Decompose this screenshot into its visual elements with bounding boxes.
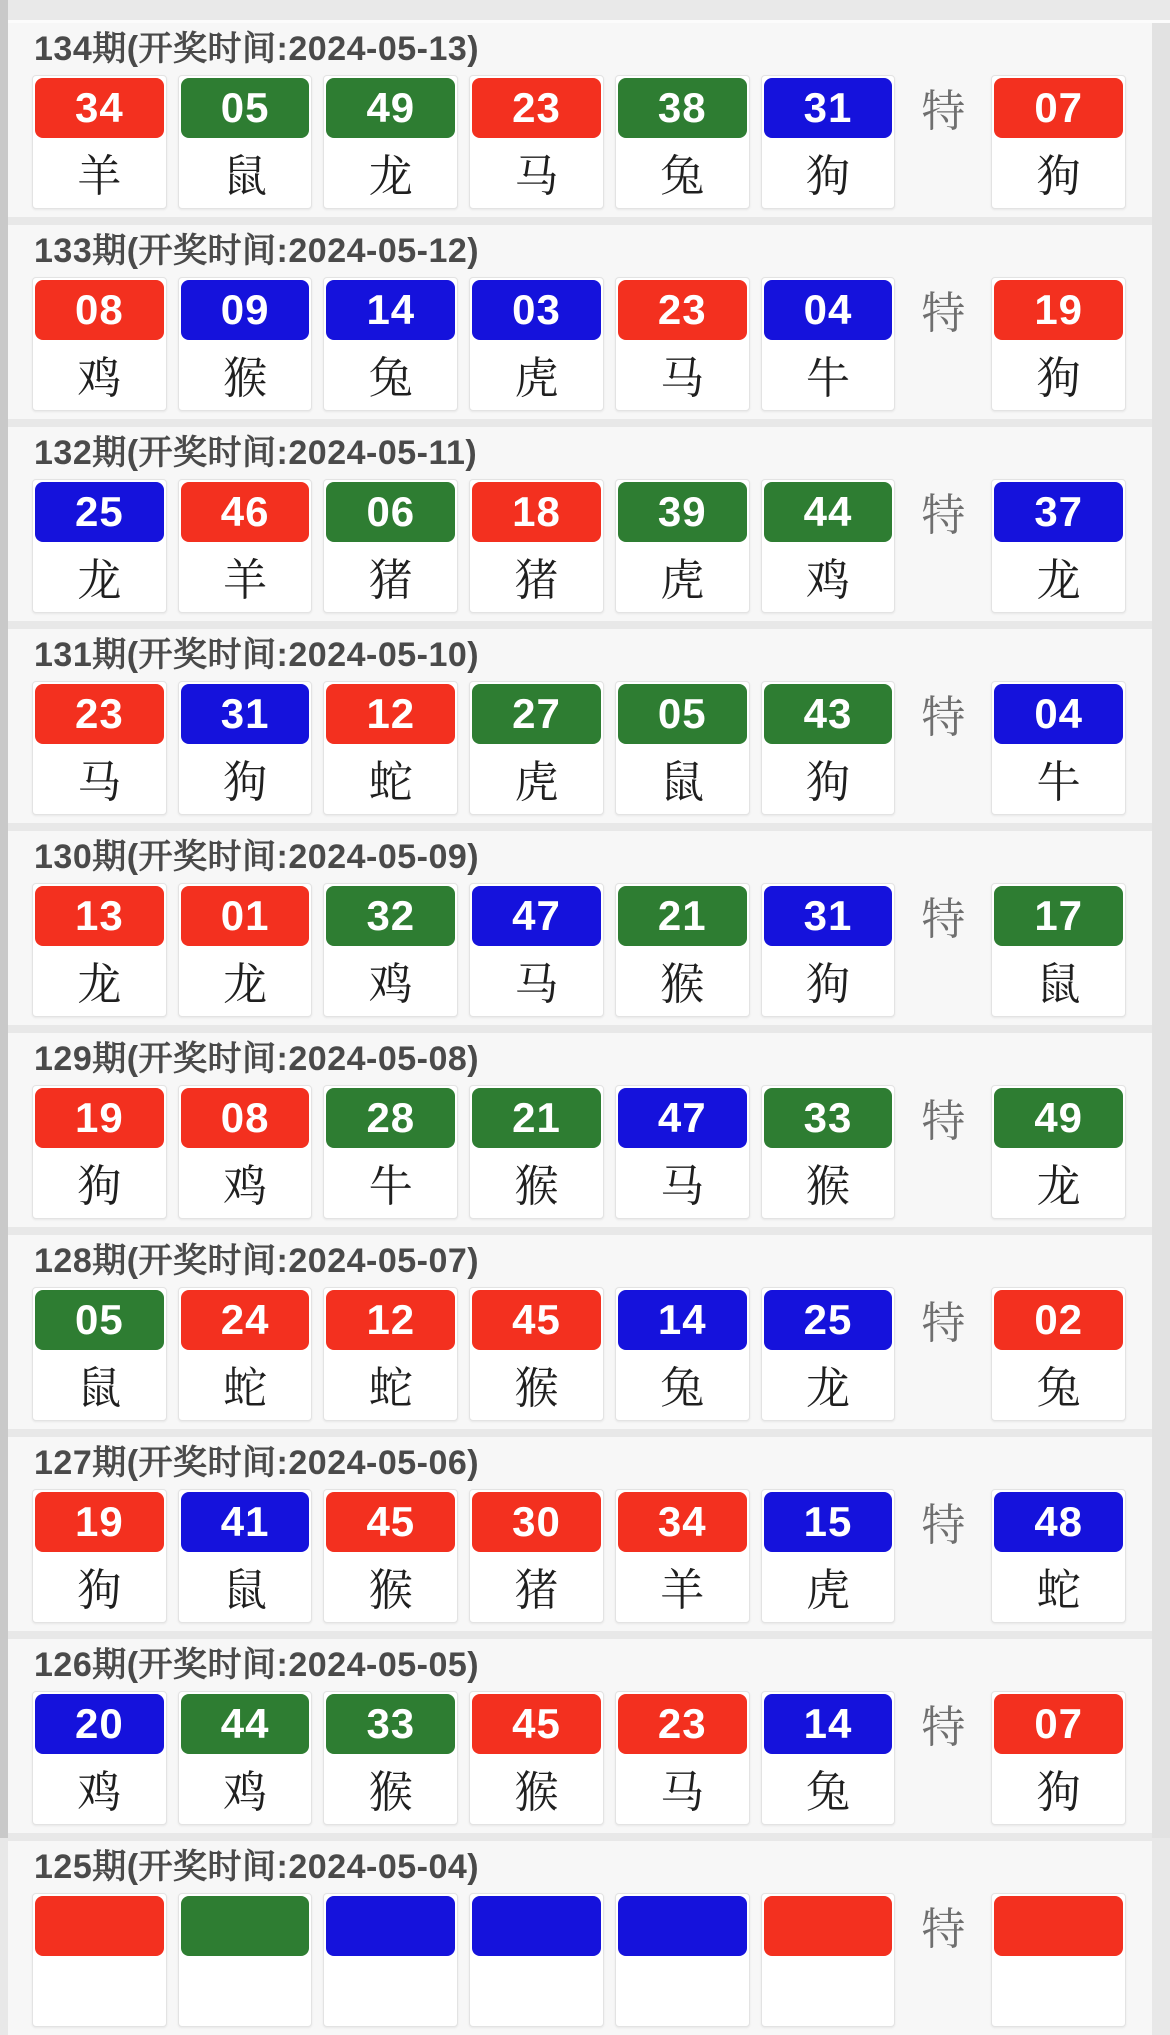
special-number-tile xyxy=(991,1893,1126,2027)
zodiac-label: 猪 xyxy=(514,1566,559,1615)
special-label: 特 xyxy=(921,1299,966,1348)
zodiac-label: 猪 xyxy=(368,556,413,605)
number-tile xyxy=(761,277,896,411)
ball-number: 31 xyxy=(764,886,893,946)
ball-number: 31 xyxy=(764,78,893,138)
ball-number: 30 xyxy=(472,1492,601,1552)
ball-number: 21 xyxy=(618,886,747,946)
number-tile xyxy=(323,1691,458,1825)
zodiac-label: 虎 xyxy=(514,354,559,403)
ball-number xyxy=(994,1896,1123,1956)
zodiac-label: 马 xyxy=(660,1768,705,1817)
ball-number xyxy=(618,1896,747,1956)
number-tile xyxy=(32,883,167,1017)
special-label: 特 xyxy=(921,491,966,540)
zodiac-label: 龙 xyxy=(77,960,122,1009)
zodiac-label: 马 xyxy=(514,960,559,1009)
number-tile xyxy=(615,1489,750,1623)
zodiac-label: 兔 xyxy=(660,152,705,201)
number-tile xyxy=(178,1691,313,1825)
number-tile xyxy=(178,75,313,209)
number-tile xyxy=(178,883,313,1017)
ball-number: 15 xyxy=(764,1492,893,1552)
special-label: 特 xyxy=(921,693,966,742)
ball-number: 23 xyxy=(35,684,164,744)
ball-number: 19 xyxy=(35,1088,164,1148)
zodiac-label: 羊 xyxy=(223,556,268,605)
ball-number xyxy=(472,1896,601,1956)
ball-number: 44 xyxy=(181,1694,310,1754)
number-tile xyxy=(32,1085,167,1219)
zodiac-label: 猪 xyxy=(514,556,559,605)
zodiac-label: 牛 xyxy=(805,354,850,403)
number-tile xyxy=(761,883,896,1017)
ball-number: 45 xyxy=(326,1492,455,1552)
draw-section xyxy=(8,831,1152,1025)
zodiac-label xyxy=(35,1956,164,2024)
ball-number: 38 xyxy=(618,78,747,138)
ball-number: 32 xyxy=(326,886,455,946)
ball-number: 23 xyxy=(618,280,747,340)
number-tile xyxy=(178,1287,313,1421)
number-tile xyxy=(178,1489,313,1623)
special-number-tile xyxy=(991,883,1126,1017)
number-tile xyxy=(32,1691,167,1825)
draw-section xyxy=(8,1235,1152,1429)
number-tile xyxy=(469,479,604,613)
ball-number: 04 xyxy=(994,684,1123,744)
zodiac-label: 龙 xyxy=(805,1364,850,1413)
zodiac-label: 鼠 xyxy=(223,1566,268,1615)
ball-number: 17 xyxy=(994,886,1123,946)
number-tile xyxy=(32,1893,167,2027)
number-tile xyxy=(178,1893,313,2027)
draw-title: 133期(开奖时间:2024-05-12) xyxy=(34,232,480,270)
ball-number: 48 xyxy=(994,1492,1123,1552)
zodiac-label xyxy=(764,1956,893,2024)
draw-title: 128期(开奖时间:2024-05-07) xyxy=(34,1242,480,1280)
zodiac-label: 狗 xyxy=(1036,152,1081,201)
ball-number: 02 xyxy=(994,1290,1123,1350)
number-tile xyxy=(32,479,167,613)
number-tile xyxy=(761,479,896,613)
tile-row xyxy=(8,1691,1152,1833)
ball-number: 23 xyxy=(472,78,601,138)
ball-number: 05 xyxy=(618,684,747,744)
ball-number: 47 xyxy=(472,886,601,946)
special-number-tile xyxy=(991,1691,1126,1825)
ball-number: 44 xyxy=(764,482,893,542)
draw-section xyxy=(8,427,1152,621)
ball-number: 41 xyxy=(181,1492,310,1552)
ball-number: 34 xyxy=(35,78,164,138)
ball-number: 39 xyxy=(618,482,747,542)
ball-number: 21 xyxy=(472,1088,601,1148)
ball-number: 18 xyxy=(472,482,601,542)
zodiac-label: 羊 xyxy=(77,152,122,201)
ball-number: 31 xyxy=(181,684,310,744)
number-tile xyxy=(761,1287,896,1421)
number-tile xyxy=(323,75,458,209)
zodiac-label: 猴 xyxy=(368,1768,413,1817)
ball-number: 05 xyxy=(35,1290,164,1350)
number-tile xyxy=(761,75,896,209)
number-tile xyxy=(178,681,313,815)
draw-title: 130期(开奖时间:2024-05-09) xyxy=(34,838,480,876)
ball-number: 45 xyxy=(472,1290,601,1350)
number-tile xyxy=(323,1287,458,1421)
ball-number: 05 xyxy=(181,78,310,138)
special-number-tile xyxy=(991,681,1126,815)
zodiac-label: 鼠 xyxy=(223,152,268,201)
zodiac-label: 猴 xyxy=(368,1566,413,1615)
number-tile xyxy=(178,277,313,411)
number-tile xyxy=(469,1691,604,1825)
number-tile xyxy=(323,883,458,1017)
number-tile xyxy=(469,1489,604,1623)
draw-title: 127期(开奖时间:2024-05-06) xyxy=(34,1444,480,1482)
number-tile xyxy=(469,277,604,411)
number-tile xyxy=(469,883,604,1017)
ball-number xyxy=(764,1896,893,1956)
number-tile xyxy=(323,277,458,411)
zodiac-label: 鸡 xyxy=(223,1768,268,1817)
ball-number: 14 xyxy=(618,1290,747,1350)
number-tile xyxy=(761,1691,896,1825)
special-number-tile xyxy=(991,1489,1126,1623)
number-tile xyxy=(178,1085,313,1219)
tile-row xyxy=(8,681,1152,823)
tile-row xyxy=(8,1287,1152,1429)
zodiac-label xyxy=(181,1956,310,2024)
draw-results-list xyxy=(8,23,1152,2035)
draw-section xyxy=(8,23,1152,217)
number-tile xyxy=(469,1287,604,1421)
ball-number: 25 xyxy=(764,1290,893,1350)
zodiac-label: 狗 xyxy=(805,152,850,201)
zodiac-label: 兔 xyxy=(368,354,413,403)
zodiac-label: 猴 xyxy=(660,960,705,1009)
special-number-tile xyxy=(991,479,1126,613)
zodiac-label: 猴 xyxy=(223,354,268,403)
zodiac-label: 猴 xyxy=(514,1768,559,1817)
number-tile xyxy=(469,75,604,209)
ball-number: 47 xyxy=(618,1088,747,1148)
number-tile xyxy=(32,75,167,209)
ball-number xyxy=(35,1896,164,1956)
special-number-tile xyxy=(991,277,1126,411)
special-number-tile xyxy=(991,75,1126,209)
special-label: 特 xyxy=(921,895,966,944)
number-tile xyxy=(615,883,750,1017)
number-tile xyxy=(615,1287,750,1421)
zodiac-label: 马 xyxy=(660,354,705,403)
special-label: 特 xyxy=(921,1905,966,1954)
tile-row xyxy=(8,1085,1152,1227)
draw-section xyxy=(8,225,1152,419)
number-tile xyxy=(615,75,750,209)
special-label: 特 xyxy=(921,1501,966,1550)
tile-row xyxy=(8,1489,1152,1631)
number-tile xyxy=(32,1489,167,1623)
special-number-tile xyxy=(991,1085,1126,1219)
zodiac-label: 马 xyxy=(514,152,559,201)
zodiac-label: 狗 xyxy=(223,758,268,807)
zodiac-label: 狗 xyxy=(1036,354,1081,403)
draw-section xyxy=(8,1437,1152,1631)
ball-number: 27 xyxy=(472,684,601,744)
zodiac-label: 兔 xyxy=(660,1364,705,1413)
draw-title: 126期(开奖时间:2024-05-05) xyxy=(34,1646,480,1684)
zodiac-label: 狗 xyxy=(1036,1768,1081,1817)
number-tile xyxy=(469,1085,604,1219)
ball-number: 07 xyxy=(994,78,1123,138)
special-label: 特 xyxy=(921,1097,966,1146)
number-tile xyxy=(323,479,458,613)
number-tile xyxy=(32,277,167,411)
zodiac-label: 龙 xyxy=(1036,556,1081,605)
zodiac-label xyxy=(326,1956,455,2024)
ball-number: 09 xyxy=(181,280,310,340)
ball-number: 25 xyxy=(35,482,164,542)
page-top-bar xyxy=(0,0,1170,23)
zodiac-label: 狗 xyxy=(805,960,850,1009)
ball-number: 13 xyxy=(35,886,164,946)
zodiac-label: 羊 xyxy=(660,1566,705,1615)
ball-number: 07 xyxy=(994,1694,1123,1754)
page-left-edge xyxy=(0,0,8,1838)
zodiac-label: 龙 xyxy=(223,960,268,1009)
zodiac-label: 鼠 xyxy=(660,758,705,807)
zodiac-label: 马 xyxy=(77,758,122,807)
zodiac-label xyxy=(618,1956,747,2024)
ball-number: 12 xyxy=(326,1290,455,1350)
ball-number: 43 xyxy=(764,684,893,744)
number-tile xyxy=(761,1893,896,2027)
ball-number: 34 xyxy=(618,1492,747,1552)
tile-row xyxy=(8,1893,1152,2035)
zodiac-label: 猴 xyxy=(514,1364,559,1413)
ball-number: 08 xyxy=(181,1088,310,1148)
zodiac-label: 龙 xyxy=(77,556,122,605)
tile-row xyxy=(8,479,1152,621)
number-tile xyxy=(615,277,750,411)
draw-section xyxy=(8,629,1152,823)
zodiac-label: 猴 xyxy=(514,1162,559,1211)
page-right-edge xyxy=(1152,23,1170,1838)
ball-number: 45 xyxy=(472,1694,601,1754)
zodiac-label: 鸡 xyxy=(77,1768,122,1817)
ball-number: 33 xyxy=(326,1694,455,1754)
zodiac-label: 兔 xyxy=(1036,1364,1081,1413)
zodiac-label: 马 xyxy=(660,1162,705,1211)
ball-number: 49 xyxy=(326,78,455,138)
zodiac-label xyxy=(994,1956,1123,2024)
special-label: 特 xyxy=(921,289,966,338)
ball-number: 24 xyxy=(181,1290,310,1350)
draw-section xyxy=(8,1033,1152,1227)
number-tile xyxy=(178,479,313,613)
ball-number: 04 xyxy=(764,280,893,340)
number-tile xyxy=(615,1893,750,2027)
ball-number: 33 xyxy=(764,1088,893,1148)
zodiac-label: 蛇 xyxy=(223,1364,268,1413)
zodiac-label xyxy=(472,1956,601,2024)
ball-number: 14 xyxy=(326,280,455,340)
zodiac-label: 狗 xyxy=(77,1566,122,1615)
zodiac-label: 狗 xyxy=(805,758,850,807)
ball-number xyxy=(326,1896,455,1956)
zodiac-label: 龙 xyxy=(368,152,413,201)
draw-title: 129期(开奖时间:2024-05-08) xyxy=(34,1040,480,1078)
zodiac-label: 龙 xyxy=(1036,1162,1081,1211)
zodiac-label: 蛇 xyxy=(368,758,413,807)
tile-row xyxy=(8,277,1152,419)
ball-number: 19 xyxy=(994,280,1123,340)
zodiac-label: 鸡 xyxy=(77,354,122,403)
zodiac-label: 兔 xyxy=(805,1768,850,1817)
zodiac-label: 牛 xyxy=(368,1162,413,1211)
number-tile xyxy=(469,1893,604,2027)
ball-number: 03 xyxy=(472,280,601,340)
ball-number: 06 xyxy=(326,482,455,542)
draw-title: 131期(开奖时间:2024-05-10) xyxy=(34,636,480,674)
draw-title: 132期(开奖时间:2024-05-11) xyxy=(34,434,478,472)
zodiac-label: 鼠 xyxy=(1036,960,1081,1009)
draw-title: 125期(开奖时间:2024-05-04) xyxy=(34,1848,480,1886)
zodiac-label: 鸡 xyxy=(368,960,413,1009)
zodiac-label: 鸡 xyxy=(805,556,850,605)
number-tile xyxy=(761,1085,896,1219)
number-tile xyxy=(323,1489,458,1623)
ball-number: 23 xyxy=(618,1694,747,1754)
zodiac-label: 蛇 xyxy=(368,1364,413,1413)
ball-number: 49 xyxy=(994,1088,1123,1148)
tile-row xyxy=(8,75,1152,217)
ball-number: 37 xyxy=(994,482,1123,542)
ball-number: 19 xyxy=(35,1492,164,1552)
zodiac-label: 猴 xyxy=(805,1162,850,1211)
number-tile xyxy=(615,681,750,815)
ball-number: 20 xyxy=(35,1694,164,1754)
zodiac-label: 狗 xyxy=(77,1162,122,1211)
ball-number: 12 xyxy=(326,684,455,744)
ball-number: 14 xyxy=(764,1694,893,1754)
number-tile xyxy=(469,681,604,815)
number-tile xyxy=(615,1085,750,1219)
number-tile xyxy=(32,1287,167,1421)
draw-title: 134期(开奖时间:2024-05-13) xyxy=(34,30,480,68)
number-tile xyxy=(615,479,750,613)
tile-row xyxy=(8,883,1152,1025)
number-tile xyxy=(615,1691,750,1825)
number-tile xyxy=(323,681,458,815)
zodiac-label: 牛 xyxy=(1036,758,1081,807)
zodiac-label: 虎 xyxy=(805,1566,850,1615)
zodiac-label: 鼠 xyxy=(77,1364,122,1413)
ball-number: 46 xyxy=(181,482,310,542)
draw-section xyxy=(8,1639,1152,1833)
draw-section xyxy=(8,1841,1152,2035)
number-tile xyxy=(761,681,896,815)
zodiac-label: 虎 xyxy=(660,556,705,605)
ball-number xyxy=(181,1896,310,1956)
number-tile xyxy=(761,1489,896,1623)
ball-number: 08 xyxy=(35,280,164,340)
special-number-tile xyxy=(991,1287,1126,1421)
special-label: 特 xyxy=(921,87,966,136)
number-tile xyxy=(32,681,167,815)
ball-number: 28 xyxy=(326,1088,455,1148)
zodiac-label: 鸡 xyxy=(223,1162,268,1211)
zodiac-label: 虎 xyxy=(514,758,559,807)
ball-number: 01 xyxy=(181,886,310,946)
number-tile xyxy=(323,1085,458,1219)
special-label: 特 xyxy=(921,1703,966,1752)
number-tile xyxy=(323,1893,458,2027)
zodiac-label: 蛇 xyxy=(1036,1566,1081,1615)
